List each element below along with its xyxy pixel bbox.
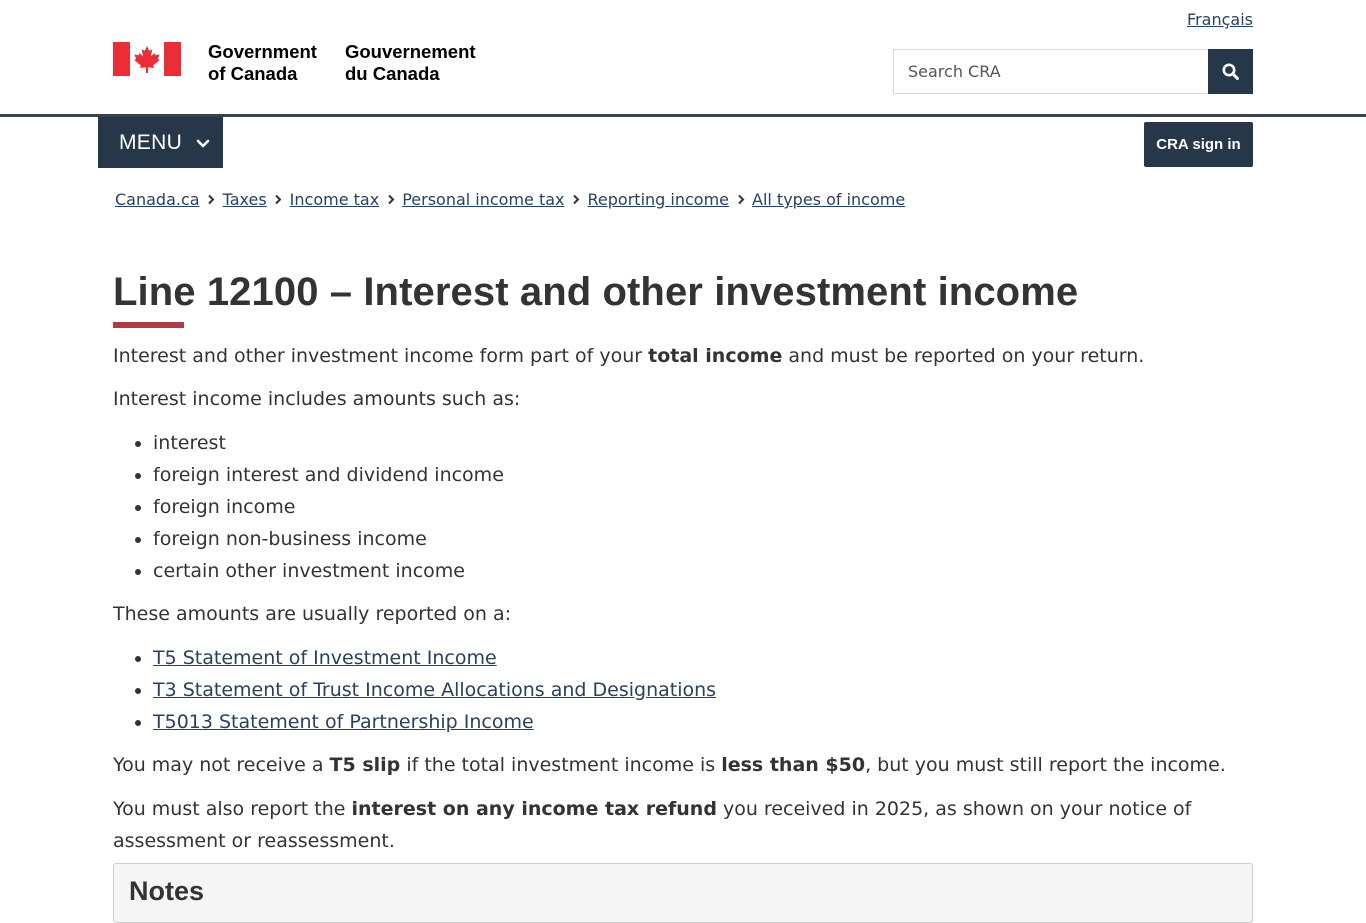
gov-fr-line1: Gouvernement (344, 41, 476, 62)
cra-sign-in-button[interactable]: CRA sign in (1144, 122, 1253, 167)
chevron-right-icon (379, 190, 402, 209)
intro-bold-total-income: total income (648, 345, 783, 367)
includes-paragraph: Interest income includes amounts such as: (113, 388, 521, 410)
list-item: • foreign income (153, 491, 1253, 523)
list-item: • certain other investment income (153, 555, 1253, 587)
breadcrumb-link-taxes[interactable]: Taxes (222, 190, 267, 209)
main-content (113, 268, 1253, 857)
gov-en-line1: Government (208, 41, 317, 62)
chevron-right-icon (729, 190, 752, 209)
t5-text-end: , but you must still report the income. (865, 754, 1226, 776)
breadcrumb-link-reporting-income[interactable]: Reporting income (587, 190, 729, 209)
search-icon (1222, 63, 1239, 80)
t5-text-mid: if the total investment income is (400, 754, 722, 776)
intro-text: Interest and other investment income form part of your (113, 345, 649, 367)
search-input[interactable] (893, 49, 1208, 94)
t5-slip-bold: T5 slip (329, 754, 401, 776)
slip-links-list (113, 642, 1253, 738)
page-title: Line 12100 – Interest and other investment income (113, 270, 1079, 314)
chevron-right-icon (200, 190, 223, 209)
main-menu-button[interactable] (98, 117, 223, 168)
t5-text: You may not receive a (113, 754, 330, 776)
language-toggle-link[interactable]: Français (1187, 10, 1253, 29)
search-button[interactable] (1208, 49, 1253, 94)
intro-text-end: and must be reported on your return. (782, 345, 1145, 367)
list-item (153, 706, 1253, 738)
t5-threshold-paragraph (113, 749, 1253, 781)
includes-list (113, 427, 1253, 587)
list-item: • foreign interest and dividend income (153, 459, 1253, 491)
search-form (893, 49, 1253, 94)
refund-interest-paragraph (113, 793, 1253, 857)
list-item: • foreign non-business income (153, 523, 1253, 555)
breadcrumb (115, 190, 905, 209)
refund-bold: interest on any income tax refund (351, 798, 717, 820)
breadcrumb-link-personal-income-tax[interactable]: Personal income tax (402, 190, 565, 209)
less-than-50-bold: less than $50 (721, 754, 866, 776)
gov-name-english (208, 41, 317, 85)
title-underline (113, 322, 184, 328)
refund-text-end: you received in 2025, as shown on your notice of assessment or reassessment. (113, 798, 1192, 852)
breadcrumb-link-income-tax[interactable]: Income tax (289, 190, 380, 209)
breadcrumb-link-canada[interactable]: Canada.ca (115, 190, 200, 209)
chevron-down-icon (196, 139, 210, 149)
list-item (153, 642, 1253, 674)
reported-paragraph: These amounts are usually reported on a: (113, 603, 512, 625)
chevron-right-icon (565, 190, 588, 209)
chevron-right-icon (267, 190, 290, 209)
t5013-slip-link[interactable]: T5013 Statement of Partnership Income (153, 711, 534, 733)
list-item (153, 674, 1253, 706)
gov-en-line2: of Canada (208, 63, 298, 84)
notes-heading: Notes (129, 876, 205, 906)
t5-slip-link[interactable]: T5 Statement of Investment Income (153, 647, 497, 669)
government-of-canada-wordmark[interactable] (113, 42, 476, 85)
refund-text: You must also report the (113, 798, 352, 820)
list-item: • interest (153, 427, 1253, 459)
t3-slip-link[interactable]: T3 Statement of Trust Income Allocations and Designations (153, 679, 717, 701)
gov-fr-line2: du Canada (344, 63, 440, 84)
breadcrumb-link-all-types-of-income[interactable]: All types of income (752, 190, 906, 209)
menu-label: MENU (119, 130, 183, 154)
canada-flag-icon (113, 42, 181, 76)
gov-name-french (345, 41, 476, 85)
intro-paragraph (113, 340, 1253, 372)
notes-panel (113, 863, 1253, 923)
